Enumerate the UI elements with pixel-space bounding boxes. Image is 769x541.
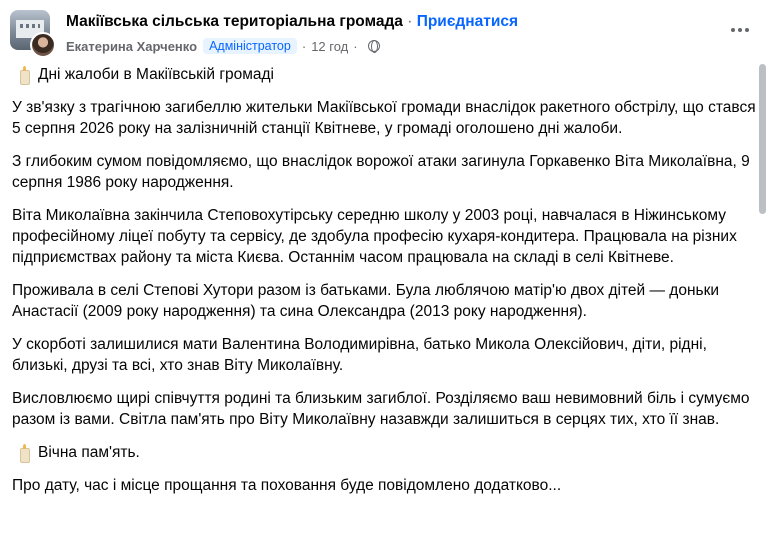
post-paragraph-2: З глибоким сумом повідомляємо, що внаслідок ворожої атаки загинула Горкавенко Віта Миколаївна, 9 серпня 1986 року народження. xyxy=(12,153,750,191)
memory-text: Вічна пам'ять. xyxy=(38,444,140,461)
more-horizontal-icon xyxy=(738,28,742,32)
globe-icon xyxy=(368,40,380,52)
dot-separator: · xyxy=(407,13,413,30)
post-title: Дні жалоби в Макіївській громаді xyxy=(38,66,274,83)
avatar-stack[interactable] xyxy=(10,10,54,54)
group-title-line xyxy=(66,13,518,31)
post-paragraph-7: Про дату, час і місце прощання та поховання буде повідомлено додатково... xyxy=(12,477,562,494)
more-options-button[interactable] xyxy=(724,18,756,42)
meta-separator: · xyxy=(301,38,307,54)
candle-icon xyxy=(18,444,30,462)
admin-badge[interactable]: Адміністратор xyxy=(203,38,297,54)
post-time-link[interactable]: 12 год xyxy=(311,38,349,54)
meta-separator: · xyxy=(353,38,358,54)
author-avatar[interactable] xyxy=(30,32,56,58)
post-paragraph-3: Віта Миколаївна закінчила Степовохутірську середню школу у 2003 році, навчалася в Ніжинському професійному ліцеї побуту та сервісу, де здобула професію кухаря-кондитера. Працювала на різних підприємствах району та міста Києва. Останнім часом працювала на складі в селі Квітневе. xyxy=(12,207,737,266)
more-horizontal-icon xyxy=(745,28,749,32)
candle-icon xyxy=(18,66,30,84)
scrollbar-thumb[interactable] xyxy=(759,64,766,214)
memory-line xyxy=(12,442,758,463)
post-paragraph-6: Висловлюємо щирі співчуття родині та близьким загиблої. Розділяємо ваш невимовний біль і сумуємо разом із вами. Світла пам'ять про Віту Миколаївну назавжди залишиться в серцях тих, хто її знав. xyxy=(12,390,750,428)
post-header xyxy=(0,0,769,62)
post-paragraph-5: У скорботі залишилися мати Валентина Володимирівна, батько Микола Олексійович, діти, рідні, близькі, друзі та всі, хто знав Віту Миколаївну. xyxy=(12,336,707,374)
author-name-link[interactable]: Екатерина Харченко xyxy=(66,38,198,54)
post-meta xyxy=(66,38,380,54)
post-paragraph-4: Проживала в селі Степові Хутори разом із батьками. Була люблячою матір'ю двох дітей — доньки Анастасії (2009 року народження) та сина Олександра (2013 року народження). xyxy=(12,282,720,320)
post-title-line xyxy=(12,64,758,85)
group-name-link[interactable]: Макіївська сільська територіальна громада xyxy=(66,13,403,30)
more-horizontal-icon xyxy=(731,28,735,32)
join-group-link[interactable]: Приєднатися xyxy=(416,13,519,30)
post-paragraph-1: У зв'язку з трагічною загибеллю жительки Макіївської громади внаслідок ракетного обстрілу, що стався 5 серпня 2026 року на залізничній станції Квітневе, у громаді оголошено дні жалоби. xyxy=(12,99,756,137)
post-body xyxy=(12,64,758,508)
